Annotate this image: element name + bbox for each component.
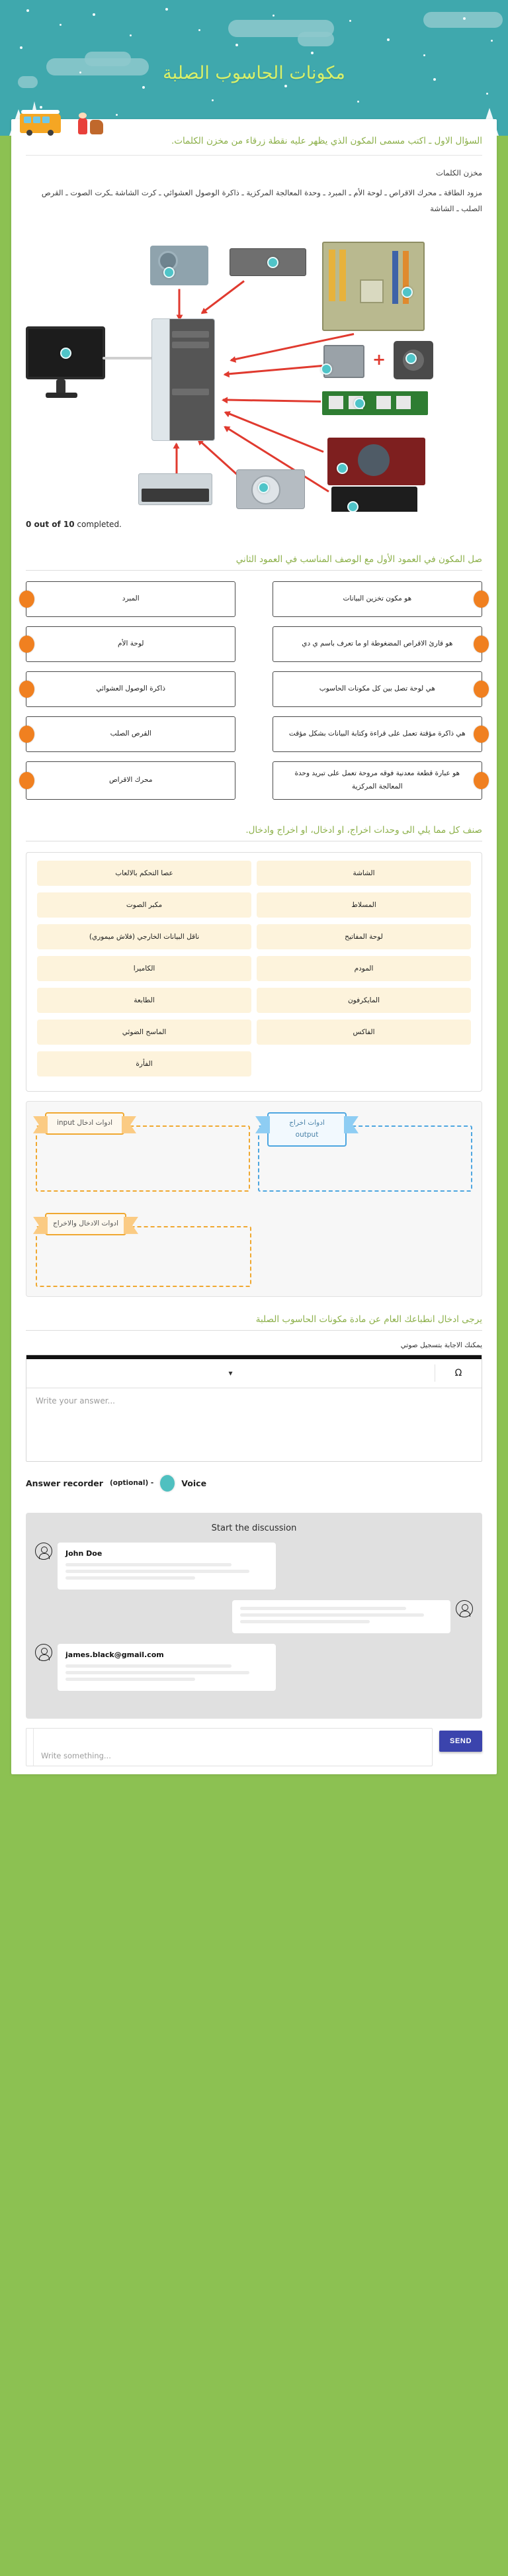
snow-dot: [463, 17, 466, 20]
worksheet-card: [11, 119, 497, 1774]
word-bank-label: مخزن الكلمات: [436, 167, 482, 177]
match-left-label: هو قارئ الاقراص المضغوطة او ما تعرف باسم ي دي: [302, 640, 453, 648]
match-connector-dot[interactable]: [474, 726, 489, 743]
hotspot-ram[interactable]: [354, 398, 365, 409]
snow-dot: [20, 46, 22, 49]
answer-recorder-row: [11, 1466, 497, 1509]
classify-item-pool: [26, 852, 482, 1092]
message-bubble[interactable]: [232, 1600, 450, 1633]
match-left-label: هي لوحة تصل بين كل مكونات الحاسوب: [319, 685, 435, 693]
question-3-section: [11, 814, 497, 1097]
match-right-box[interactable]: [26, 626, 235, 662]
bus-window: [33, 117, 40, 123]
chevron-down-icon: ▾: [228, 1368, 233, 1378]
classify-item[interactable]: الماسح الضوئي: [37, 1020, 251, 1045]
arrow-cpu-to-tower: [224, 365, 322, 375]
drop-zone-row-2: [36, 1212, 472, 1287]
match-row: [26, 581, 482, 617]
recorder-optional-label: (optional) -: [109, 1479, 154, 1488]
match-left-label: هو مكون تخزين البيانات: [343, 595, 412, 603]
match-left-label: هي ذاكرة مؤقتة تعمل على قراءة وكتابة البيانات بشكل مؤقت: [288, 730, 466, 738]
monitor-cable: [103, 357, 154, 359]
match-connector-dot[interactable]: [474, 636, 489, 653]
drop-zone-input[interactable]: [36, 1118, 250, 1192]
ram-chip: [329, 396, 343, 409]
sound-card-part: [331, 487, 417, 512]
snow-dot: [486, 93, 488, 95]
question-4-hint: يمكنك الاجابة بتسجيل صوتي: [400, 1341, 482, 1349]
snow-dot: [357, 101, 359, 103]
arrow-psu-to-tower: [179, 289, 181, 320]
send-button[interactable]: SEND: [439, 1731, 482, 1752]
match-left-box[interactable]: [273, 761, 482, 800]
arrow-floppy-to-tower: [176, 444, 178, 475]
snow-dot: [311, 52, 314, 54]
message-skeleton-line: [65, 1576, 195, 1580]
message-skeleton-line: [65, 1671, 249, 1674]
classify-item[interactable]: المودم: [257, 956, 471, 981]
bus-wheel: [26, 130, 32, 136]
snow-dot: [198, 29, 200, 31]
classify-item[interactable]: المسلاط: [257, 892, 471, 918]
omega-icon: Ω: [454, 1368, 462, 1379]
avatar-icon: [35, 1543, 52, 1560]
match-connector-dot[interactable]: [474, 591, 489, 608]
snow-dot: [284, 85, 287, 87]
snow-dot: [116, 114, 118, 116]
classify-grid: [34, 861, 474, 1083]
classify-item[interactable]: لوحة المفاتيح: [257, 924, 471, 949]
mobo-slot: [392, 251, 398, 304]
editor-toolbar: [26, 1359, 482, 1388]
question-2-title: صل المكون في العمود الأول مع الوصف المناسب في العمود الثاني: [26, 554, 482, 571]
drop-zone-spacer: [259, 1212, 472, 1287]
match-row: [26, 626, 482, 662]
progress-suffix: completed.: [74, 520, 122, 530]
hotspot-motherboard[interactable]: [402, 287, 413, 298]
match-left-box[interactable]: [273, 626, 482, 662]
avatar-icon: [35, 1644, 52, 1661]
classify-item[interactable]: المايكرفون: [257, 988, 471, 1013]
match-row: [26, 761, 482, 800]
progress-count: 0 out of 10: [26, 520, 75, 530]
optical-drive-part: [230, 248, 306, 276]
reindeer-icon: [90, 120, 103, 134]
question-4-title: يرجى ادخال انطباعك العام عن مادة مكونات الحاسوب الصلبة: [26, 1314, 482, 1331]
snow-dot: [130, 34, 132, 36]
message-skeleton-line: [65, 1678, 195, 1681]
progress-status: [11, 512, 497, 540]
snow-dot: [93, 13, 95, 16]
hotspot-optical-drive[interactable]: [267, 257, 278, 268]
match-connector-dot[interactable]: [474, 681, 489, 698]
snow-dot: [26, 9, 29, 12]
drop-zone-input-label: [45, 1112, 124, 1135]
recorder-voice-label: Voice: [181, 1478, 207, 1488]
classify-item[interactable]: الطابعة: [37, 988, 251, 1013]
drop-zones-section: [11, 1097, 497, 1304]
drop-zone-input-output-label: ادوات الادخال والاخراج: [45, 1213, 126, 1235]
match-right-label: محرك الاقراص: [108, 776, 153, 785]
hotspot-sound-card[interactable]: [347, 501, 359, 512]
classify-item[interactable]: الكاميرا: [37, 956, 251, 981]
motherboard-part: [322, 242, 425, 331]
arrow-ram-to-tower: [223, 399, 321, 403]
classify-item[interactable]: الشاشة: [257, 861, 471, 886]
monitor-base: [46, 393, 77, 398]
monitor-part: [26, 326, 105, 379]
drop-zones-box: [26, 1101, 482, 1297]
message-skeleton-line: [240, 1620, 370, 1623]
discussion-panel: [26, 1513, 482, 1719]
drop-zone-output-label-en: output: [295, 1130, 319, 1139]
santa-icon: [78, 117, 87, 134]
question-2-section: [11, 540, 497, 814]
bus-snow-cap: [21, 110, 60, 114]
cloud-decor: [423, 12, 503, 28]
bus-window: [24, 117, 31, 123]
drop-zone-input-label-ar: ادوات ادخال: [77, 1118, 113, 1127]
hard-disk-part: [236, 469, 305, 509]
question-4-section: [11, 1304, 497, 1466]
discussion-message: [35, 1644, 473, 1691]
word-bank-list: مزود الطاقة ـ محرك الاقراص ـ لوحة الأم ـ المبرد ـ وحدة المعالجة المركزية ـ ذاكرة الوصول العشوائي ـ كرت الشاشة ـكرت الصوت ـ القرص الصلب ـ الشاشة: [41, 187, 482, 213]
snow-dot: [165, 8, 168, 11]
gpu-fan: [358, 444, 390, 476]
page-title: مكونات الحاسوب الصلبة: [163, 63, 345, 83]
recorder-label: Answer recorder: [26, 1478, 103, 1488]
floppy-front: [142, 489, 209, 502]
discussion-message: [35, 1543, 473, 1590]
message-skeleton-line: [240, 1607, 406, 1610]
match-connector-dot[interactable]: [19, 726, 34, 743]
match-connector-dot[interactable]: [19, 681, 34, 698]
cloud-decor: [298, 32, 334, 46]
match-row: [26, 671, 482, 707]
microphone-record-button[interactable]: [160, 1475, 175, 1492]
match-left-box[interactable]: [273, 716, 482, 752]
snow-dot: [491, 40, 493, 42]
case-bay: [172, 342, 209, 348]
avatar-icon: [456, 1600, 473, 1617]
question-1-title: السؤال الاول ـ اكتب مسمى المكون الذي يظهر عليه نقطة زرقاء من مخزن الكلمات.: [26, 134, 482, 156]
school-bus-icon: [20, 113, 61, 133]
match-connector-dot[interactable]: [19, 772, 34, 789]
snow-dot: [212, 99, 214, 101]
match-right-box[interactable]: [26, 716, 235, 752]
drop-zone-row-1: [36, 1111, 472, 1192]
message-author: John Doe: [65, 1549, 103, 1558]
rich-text-editor: [26, 1355, 482, 1462]
message-skeleton-line: [240, 1613, 424, 1617]
match-left-box[interactable]: [273, 581, 482, 617]
match-connector-dot[interactable]: [19, 591, 34, 608]
floppy-drive-part: [138, 473, 212, 505]
discussion-message: [35, 1600, 473, 1633]
discussion-composer: [26, 1728, 482, 1770]
answer-textarea[interactable]: Write your answer...: [36, 1396, 115, 1406]
ram-part: [322, 391, 428, 415]
classify-item[interactable]: الفاكس: [257, 1020, 471, 1045]
ram-chip: [396, 396, 411, 409]
match-connector-dot[interactable]: [474, 772, 489, 789]
cpu-part: [323, 345, 364, 378]
snow-dot: [142, 86, 145, 89]
hotspot-power-supply[interactable]: [163, 267, 175, 278]
snow-dot: [273, 15, 275, 17]
classify-item[interactable]: ناقل البيانات الخارجي (فلاش ميموري): [37, 924, 251, 949]
match-right-label: لوحة الأم: [117, 640, 144, 648]
snow-dot: [60, 24, 62, 26]
match-left-box[interactable]: [273, 671, 482, 707]
snow-dot: [349, 20, 351, 22]
computer-case-part: [151, 318, 215, 441]
discussion-input[interactable]: Write something...: [26, 1728, 433, 1766]
discussion-title: Start the discussion: [211, 1523, 297, 1533]
graphics-card-part: [327, 438, 425, 485]
hotspot-graphics-card[interactable]: [337, 463, 348, 474]
match-right-label: المبرد: [122, 595, 140, 603]
drop-zone-output-label-ar: ادوات اخراج: [289, 1118, 325, 1127]
message-skeleton-line: [65, 1664, 232, 1668]
ram-chip: [376, 396, 391, 409]
mobo-slot: [329, 250, 335, 301]
message-skeleton-line: [65, 1563, 232, 1566]
drop-zone-output[interactable]: [258, 1118, 472, 1192]
match-right-label: ذاكرة الوصول العشوائي: [96, 685, 166, 693]
cpu-cooler-part: [394, 341, 433, 379]
plus-sign: +: [372, 350, 386, 369]
header-banner: [0, 0, 508, 136]
hardware-diagram[interactable]: [11, 227, 497, 512]
message-author: james.black@gmail.com: [65, 1650, 164, 1659]
monitor-stand: [56, 379, 65, 394]
classify-item[interactable]: مكبر الصوت: [37, 892, 251, 918]
snow-dot: [387, 38, 390, 41]
message-skeleton-line: [65, 1570, 249, 1573]
match-right-box[interactable]: [26, 761, 235, 800]
arrow-gpu-to-tower: [225, 411, 323, 453]
special-character-button[interactable]: [435, 1368, 482, 1378]
hotspot-cooler[interactable]: [405, 353, 417, 364]
message-bubble[interactable]: [58, 1644, 276, 1691]
classify-item[interactable]: عصا التحكم بالالعاب: [37, 861, 251, 886]
mobo-cpu-socket: [360, 279, 384, 303]
hotspot-monitor[interactable]: [60, 348, 71, 359]
match-right-box[interactable]: [26, 671, 235, 707]
match-right-label: القرص الصلب: [110, 730, 151, 738]
message-bubble[interactable]: [58, 1543, 276, 1590]
question-1-section: [11, 119, 497, 223]
bus-wheel: [48, 130, 54, 136]
mobo-slot: [339, 250, 346, 301]
font-style-dropdown[interactable]: [26, 1368, 435, 1378]
classify-item[interactable]: الفأرة: [37, 1051, 251, 1076]
match-right-box[interactable]: [26, 581, 235, 617]
arrow-optical-to-tower: [201, 280, 245, 314]
match-connector-dot[interactable]: [19, 636, 34, 653]
case-bay: [172, 389, 209, 395]
drop-zone-output-label: [267, 1112, 347, 1147]
case-bay: [172, 331, 209, 338]
bus-window: [42, 117, 50, 123]
drop-zone-input-output[interactable]: [36, 1219, 251, 1287]
match-row: [26, 716, 482, 752]
drop-zone-input-label-en: input: [56, 1118, 75, 1127]
question-3-title: صنف كل مما يلي الى وحدات اخراج، او ادخال، او اخراج وادخال.: [26, 825, 482, 841]
hotspot-cpu[interactable]: [321, 363, 332, 375]
snow-dot: [423, 54, 425, 56]
match-left-label: هو عبارة قطعة معدنية فوقه مروحة تعمل على تبريد وحدة المعالجة المركزية: [294, 769, 460, 790]
hotspot-hard-disk[interactable]: [258, 482, 269, 493]
snow-dot: [235, 44, 238, 46]
power-supply-part: [150, 246, 208, 285]
